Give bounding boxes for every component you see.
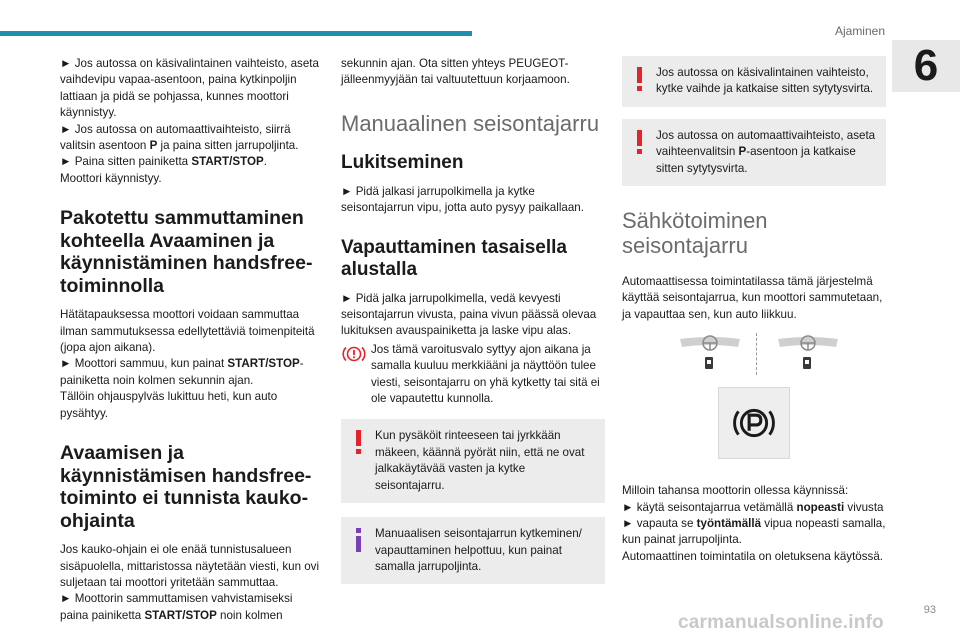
warning-exclamation-icon <box>632 129 648 155</box>
text-run: ► Jos autossa on käsivalintainen vaihteisto, aseta vaihdevipu vapaa-asentoon, paina kytkinpoljin lattiaan ja pidä se pohjassa, kunnes moottori käynnistyy. <box>60 57 319 120</box>
text-run: . <box>263 155 267 169</box>
bold-term: START/STOP <box>191 155 264 169</box>
note-auto-gearbox <box>622 119 886 186</box>
text-run: ► Jos autossa on automaattivaihteisto, siirrä valitsin asentoon <box>60 122 291 153</box>
column-3 <box>622 56 886 565</box>
paragraph <box>60 122 324 155</box>
section-title: Ajaminen <box>834 24 885 38</box>
text-run: Jos autossa on automaattivaihteisto, aseta vaihteenvalitsin <box>656 128 876 159</box>
paragraph <box>60 542 324 591</box>
paragraph <box>60 591 324 624</box>
text-run: ► Moottori sammuu, kun painat <box>60 357 228 371</box>
note-manual-gearbox <box>622 56 886 107</box>
note-manual-gearbox-text: Jos autossa on käsivalintainen vaihteisto, kytke vaihde ja katkaise sitten sytytysvirta. <box>656 66 874 96</box>
text-run: ► Paina sitten painiketta <box>60 155 192 169</box>
info-icon <box>351 527 367 553</box>
note-slope <box>341 419 605 503</box>
warning-exclamation-icon <box>351 429 367 455</box>
text-run: ja paina sitten jarrupoljinta. <box>157 139 299 153</box>
text-run: vipua nopeasti samalla, kun painat jarrupoljinta. <box>622 517 886 547</box>
steering-wheel-lamps <box>674 333 840 375</box>
bold-term: START/STOP <box>227 357 300 371</box>
text-run: noin kolmen <box>216 608 283 622</box>
heading-electric-parking-brake: Sähkötoiminen seisontajarru <box>622 208 768 259</box>
lamp-divider <box>756 333 758 375</box>
heading-forced-stop: Pakotettu sammuttaminen kohteella Avaaminen ja käynnistäminen handsfree-toiminnolla <box>60 207 313 297</box>
column-1 <box>60 56 324 624</box>
text-run: -asentoon ja katkaise sitten sytytysvirta. <box>656 145 856 175</box>
brake-warning-lamp-icon <box>341 344 367 364</box>
heading-release-flat: Vapauttaminen tasaisella alustalla <box>341 236 567 280</box>
text-run: Automaattinen toimintatila on oletuksena käytössä. <box>622 549 884 563</box>
bold-term: START/STOP <box>144 608 217 622</box>
text-run: Jos kauko-ohjain ei ole enää tunnistusalueen sisäpuolella, mittaristossa näytetään viesti, kun ovi suljetaan tai moottori yritetään sammuttaa. <box>60 543 320 589</box>
paragraph <box>622 549 886 565</box>
text-run: vivusta <box>844 500 884 514</box>
paragraph <box>622 500 886 516</box>
text-run: ► vapauta se <box>622 517 697 531</box>
parking-brake-illustration <box>622 333 886 483</box>
text-run: ► käytä seisontajarrua vetämällä <box>622 500 797 514</box>
heading-locking: Lukitseminen <box>341 151 464 173</box>
note-slope-text: Kun pysäköit rinteeseen tai jyrkkään mäkeen, käännä pyörät niin, että ne ovat jalkakäytävää vasten ja kytke seisontajarru. <box>375 429 585 492</box>
header-accent-bar <box>0 31 472 36</box>
continued-text: sekunnin ajan. Ota sitten yhteys PEUGEOT-jälleenmyyjään tai valtuutettuun korjaamoon. <box>341 57 570 87</box>
release-text: ► Pidä jalka jarrupolkimella, vedä kevyesti seisontajarrun vivusta, paina vivun päässä olevaa lukituksen avauspainiketta ja laske vipu alas. <box>341 291 597 338</box>
note-auto-gearbox-text <box>632 128 876 177</box>
bold-term: nopeasti <box>796 500 845 514</box>
steering-wheel-icon <box>772 333 844 375</box>
key-not-detected-text <box>60 542 324 624</box>
text-run: -painiketta noin kolmen sekunnin ajan. <box>60 357 304 387</box>
paragraph <box>60 389 324 422</box>
steering-wheel-icon <box>674 333 746 375</box>
heading-manual-parking-brake: Manuaalinen seisontajarru <box>341 110 600 136</box>
paragraph <box>60 356 324 389</box>
anytime-instructions <box>622 483 886 565</box>
locking-text: ► Pidä jalkasi jarrupolkimella ja kytke seisontajarrun vipu, jotta auto pysyy paikallaan. <box>341 184 584 215</box>
chapter-number: 6 <box>892 40 960 92</box>
bold-term: P <box>738 145 747 159</box>
parking-brake-button-icon <box>718 387 790 459</box>
warning-lamp-text: Jos tämä varoitusvalo syttyy ajon aikana ja samalla kuuluu merkkiääni ja näyttöön tulee viesti, seisontajarru on yhä kytketty tai sitä ei ole vapautettu kunnolla. <box>371 342 600 406</box>
intro-steps <box>60 56 324 187</box>
paragraph <box>622 483 886 499</box>
note-info-text: Manuaalisen seisontajarrun kytkeminen/ vapauttaminen helpottuu, kun painat samalla jarrupoljinta. <box>375 527 582 573</box>
column-2 <box>341 56 605 584</box>
electric-intro-text: Automaattisessa toimintatilassa tämä järjestelmä käyttää seisontajarrua, kun moottori sammutetaan, ja vapauttaa sen, kun auto liikkuu. <box>622 275 883 321</box>
paragraph <box>60 56 324 122</box>
warning-exclamation-icon <box>632 66 648 92</box>
text-run: Hätätapauksessa moottori voidaan sammuttaa ilman sammutuksessa edellytettäviä toimenpiteitä (jopa ajon aikana). <box>60 308 315 355</box>
text-run: Moottori käynnistyy. <box>60 171 162 185</box>
paragraph <box>60 307 324 356</box>
text-run: ► Moottorin sammuttamisen vahvistamiseksi paina painiketta <box>60 592 293 622</box>
paragraph <box>60 154 324 170</box>
warning-lamp-note <box>341 342 605 408</box>
paragraph <box>622 516 886 549</box>
forced-stop-text <box>60 307 324 422</box>
heading-key-not-detected: Avaamisen ja käynnistämisen handsfree-toiminto ei tunnista kauko-ohjainta <box>60 442 312 532</box>
note-info <box>341 517 605 584</box>
watermark: carmanualsonline.info <box>678 612 884 633</box>
page-number: 93 <box>923 604 936 616</box>
text-run: Tällöin ohjauspylväs lukittuu heti, kun auto pysähtyy. <box>60 390 278 420</box>
bold-term: työntämällä <box>696 517 762 531</box>
text-run: Milloin tahansa moottorin ollessa käynnissä: <box>622 484 849 498</box>
bold-term: P <box>149 139 158 153</box>
paragraph <box>60 171 324 187</box>
